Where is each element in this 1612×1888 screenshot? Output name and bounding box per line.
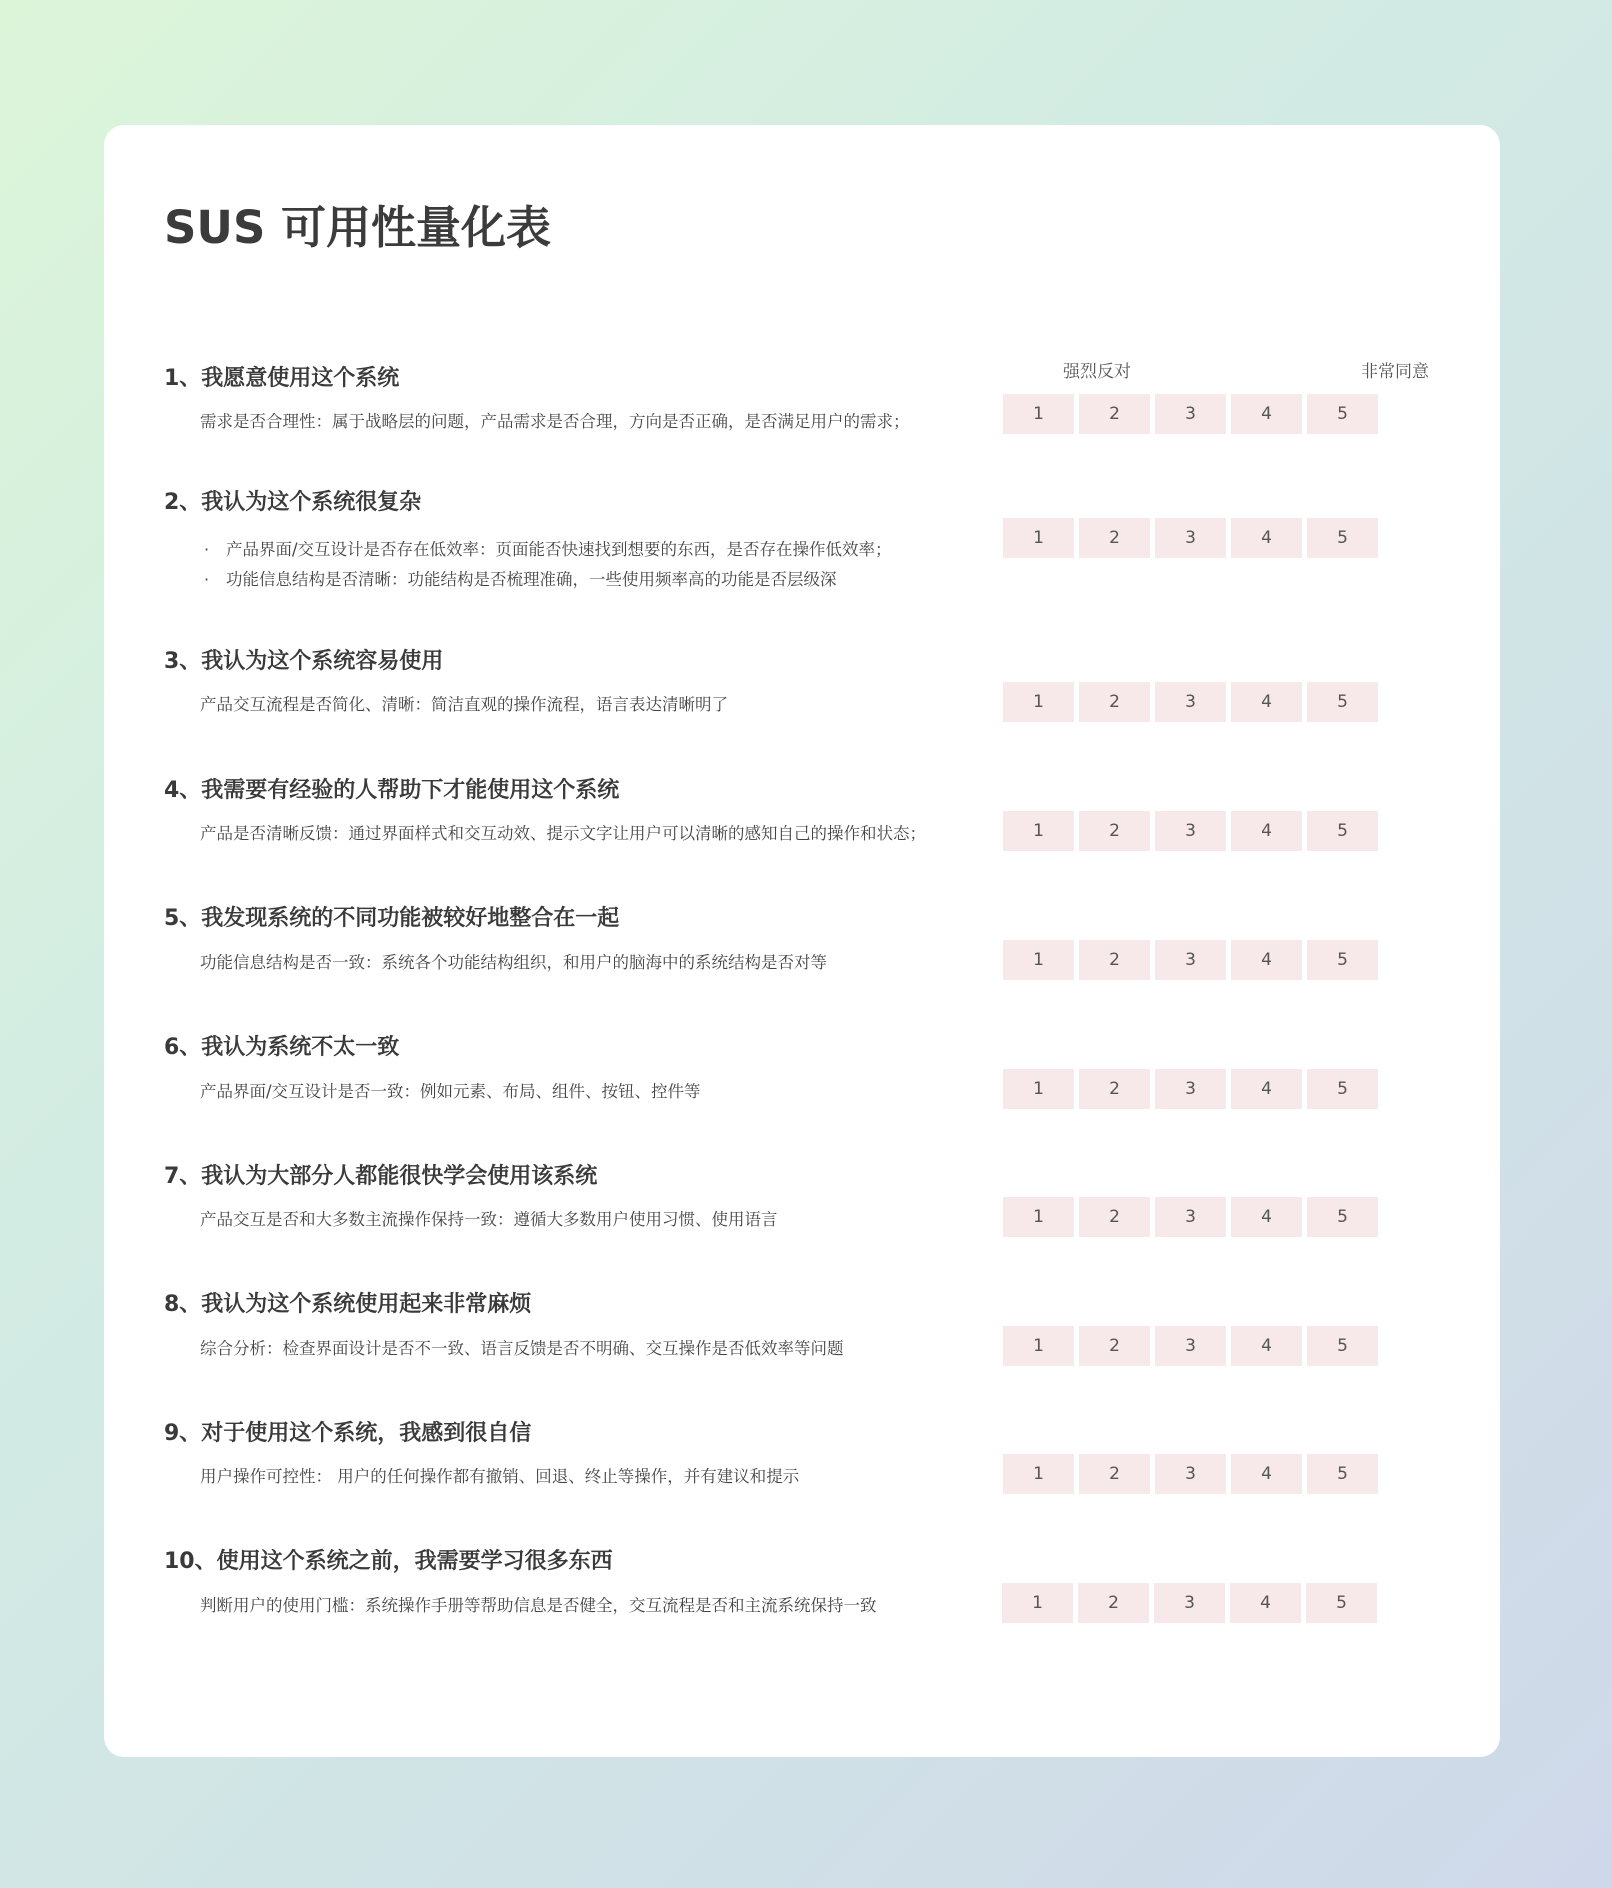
- question-description: 综合分析：检查界面设计是否不一致、语言反馈是否不明确、交互操作是否低效率等问题: [200, 1339, 844, 1358]
- rating-option-2[interactable]: 2: [1079, 682, 1150, 722]
- rating-option-2[interactable]: 2: [1079, 811, 1150, 851]
- rating-option-1[interactable]: 1: [1003, 1069, 1074, 1109]
- rating-option-2[interactable]: 2: [1079, 394, 1150, 434]
- rating-scale-8: [1003, 1326, 1378, 1366]
- rating-option-1[interactable]: 1: [1003, 1326, 1074, 1366]
- rating-scale-9: [1003, 1454, 1378, 1494]
- rating-option-5[interactable]: 5: [1306, 1583, 1377, 1623]
- rating-option-1[interactable]: 1: [1003, 811, 1074, 851]
- rating-option-1[interactable]: 1: [1002, 1583, 1073, 1623]
- bullet-item: [200, 565, 892, 595]
- question-description: 判断用户的使用门槛：系统操作手册等帮助信息是否健全，交互流程是否和主流系统保持一致: [200, 1596, 877, 1615]
- rating-option-1[interactable]: 1: [1003, 940, 1074, 980]
- bullet-item: [200, 535, 892, 565]
- rating-option-5[interactable]: 5: [1307, 1069, 1378, 1109]
- rating-scale-1: [1003, 394, 1378, 434]
- rating-option-3[interactable]: 3: [1154, 1583, 1225, 1623]
- rating-option-3[interactable]: 3: [1155, 1326, 1226, 1366]
- question-description: 用户操作可控性： 用户的任何操作都有撤销、回退、终止等操作，并有建议和提示: [200, 1467, 800, 1486]
- question-heading: 9、对于使用这个系统，我感到很自信: [164, 1421, 532, 1446]
- rating-option-1[interactable]: 1: [1003, 682, 1074, 722]
- bullet-dot: ·: [204, 540, 210, 559]
- rating-option-3[interactable]: 3: [1155, 518, 1226, 558]
- rating-option-1[interactable]: 1: [1003, 394, 1074, 434]
- question-bullet-list: [200, 535, 892, 595]
- rating-option-4[interactable]: 4: [1231, 1069, 1302, 1109]
- question-heading: 10、使用这个系统之前，我需要学习很多东西: [164, 1549, 613, 1574]
- bullet-text: 功能信息结构是否清晰：功能结构是否梳理准确，一些使用频率高的功能是否层级深: [226, 570, 837, 589]
- rating-option-5[interactable]: 5: [1307, 682, 1378, 722]
- rating-option-2[interactable]: 2: [1079, 1197, 1150, 1237]
- page-title: SUS 可用性量化表: [164, 201, 552, 254]
- rating-option-4[interactable]: 4: [1231, 1197, 1302, 1237]
- rating-option-3[interactable]: 3: [1155, 394, 1226, 434]
- question-heading: 4、我需要有经验的人帮助下才能使用这个系统: [164, 778, 620, 803]
- rating-scale-3: [1003, 682, 1378, 722]
- bullet-text: 产品界面/交互设计是否存在低效率：页面能否快速找到想要的东西，是否存在操作低效率；: [226, 540, 892, 559]
- question-description: 产品是否清晰反馈：通过界面样式和交互动效、提示文字让用户可以清晰的感知自己的操作和状态；: [200, 824, 926, 843]
- question-description: 产品交互是否和大多数主流操作保持一致：遵循大多数用户使用习惯、使用语言: [200, 1210, 778, 1229]
- question-heading: 3、我认为这个系统容易使用: [164, 649, 444, 674]
- rating-scale-6: [1003, 1069, 1378, 1109]
- rating-option-5[interactable]: 5: [1307, 1326, 1378, 1366]
- rating-option-5[interactable]: 5: [1307, 394, 1378, 434]
- rating-option-5[interactable]: 5: [1307, 1454, 1378, 1494]
- rating-option-5[interactable]: 5: [1307, 1197, 1378, 1237]
- question-heading: 5、我发现系统的不同功能被较好地整合在一起: [164, 906, 620, 931]
- question-heading: 6、我认为系统不太一致: [164, 1035, 400, 1060]
- rating-option-1[interactable]: 1: [1003, 518, 1074, 558]
- question-description: 产品界面/交互设计是否一致：例如元素、布局、组件、按钮、控件等: [200, 1082, 701, 1101]
- rating-option-5[interactable]: 5: [1307, 518, 1378, 558]
- rating-option-4[interactable]: 4: [1231, 940, 1302, 980]
- rating-scale-2: [1003, 518, 1378, 558]
- rating-option-2[interactable]: 2: [1079, 1326, 1150, 1366]
- rating-option-3[interactable]: 3: [1155, 1197, 1226, 1237]
- rating-option-4[interactable]: 4: [1231, 811, 1302, 851]
- question-description: 需求是否合理性：属于战略层的问题，产品需求是否合理，方向是否正确，是否满足用户的需求；: [200, 412, 910, 431]
- rating-option-4[interactable]: 4: [1231, 394, 1302, 434]
- rating-option-5[interactable]: 5: [1307, 940, 1378, 980]
- rating-option-4[interactable]: 4: [1231, 682, 1302, 722]
- scale-low-label: 强烈反对: [1063, 362, 1131, 382]
- rating-option-3[interactable]: 3: [1155, 811, 1226, 851]
- question-heading: 7、我认为大部分人都能很快学会使用该系统: [164, 1164, 598, 1189]
- rating-option-4[interactable]: 4: [1231, 1454, 1302, 1494]
- question-heading: 2、我认为这个系统很复杂: [164, 490, 422, 515]
- rating-option-1[interactable]: 1: [1003, 1197, 1074, 1237]
- question-heading: 8、我认为这个系统使用起来非常麻烦: [164, 1292, 532, 1317]
- rating-option-3[interactable]: 3: [1155, 1454, 1226, 1494]
- rating-scale-5: [1003, 940, 1378, 980]
- question-description: 功能信息结构是否一致：系统各个功能结构组织，和用户的脑海中的系统结构是否对等: [200, 953, 827, 972]
- rating-option-2[interactable]: 2: [1079, 940, 1150, 980]
- rating-option-4[interactable]: 4: [1231, 518, 1302, 558]
- rating-option-4[interactable]: 4: [1230, 1583, 1301, 1623]
- bullet-dot: ·: [204, 570, 210, 589]
- rating-option-3[interactable]: 3: [1155, 940, 1226, 980]
- rating-option-4[interactable]: 4: [1231, 1326, 1302, 1366]
- question-description: 产品交互流程是否简化、清晰：简洁直观的操作流程，语言表达清晰明了: [200, 695, 728, 714]
- rating-option-2[interactable]: 2: [1078, 1583, 1149, 1623]
- rating-option-2[interactable]: 2: [1079, 518, 1150, 558]
- rating-option-3[interactable]: 3: [1155, 1069, 1226, 1109]
- rating-option-2[interactable]: 2: [1079, 1454, 1150, 1494]
- scale-high-label: 非常同意: [1361, 362, 1429, 382]
- rating-scale-4: [1003, 811, 1378, 851]
- rating-scale-7: [1003, 1197, 1378, 1237]
- rating-option-1[interactable]: 1: [1003, 1454, 1074, 1494]
- question-heading: 1、我愿意使用这个系统: [164, 366, 400, 391]
- rating-option-2[interactable]: 2: [1079, 1069, 1150, 1109]
- sus-card: [104, 125, 1500, 1757]
- rating-scale-10: [1002, 1583, 1377, 1623]
- rating-option-3[interactable]: 3: [1155, 682, 1226, 722]
- rating-option-5[interactable]: 5: [1307, 811, 1378, 851]
